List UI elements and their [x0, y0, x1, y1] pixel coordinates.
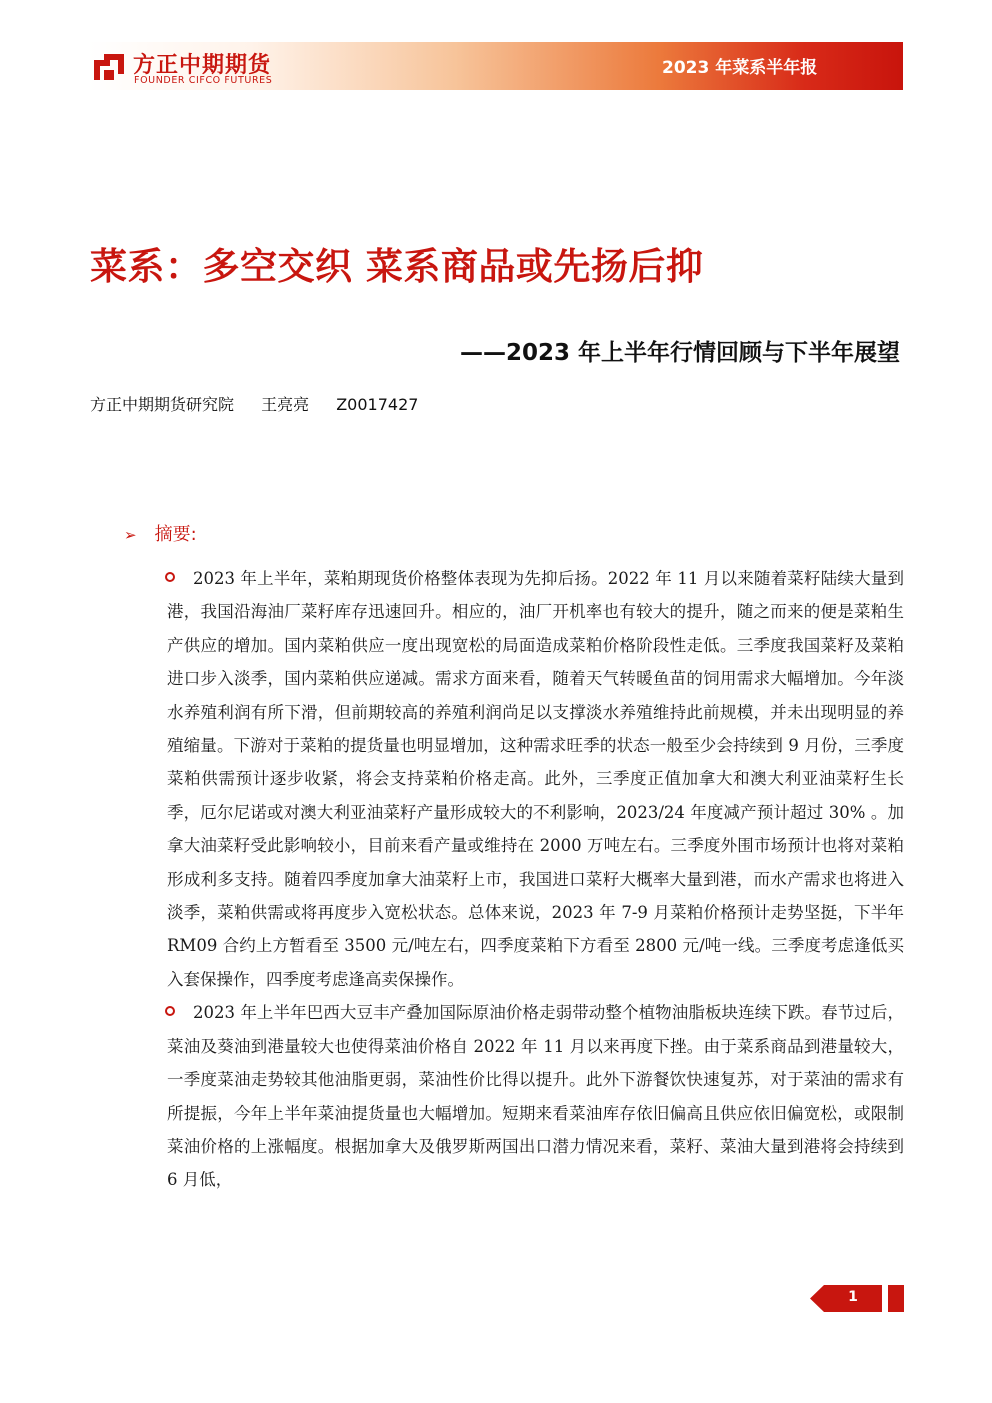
summary-paragraph: [167, 996, 904, 1196]
company-logo: [90, 48, 290, 88]
page-number: 1: [848, 1289, 858, 1305]
license-number: Z0017427: [336, 395, 419, 414]
summary-paragraph-text: 2023 年上半年巴西大豆丰产叠加国际原油价格走弱带动整个植物油脂板块连续下跌。春节过后，菜油及葵油到港量较大也使得菜油价格自 2022 年 11 月以来再度下挫。由于菜系商品到港量较大，一季度菜油走势较其他油脂更弱，菜油性价比得以提升。此外下游餐饮快速复苏，对于菜油的需求有所提振，今年上半年菜油提货量也大幅增加。短期来看菜油库存依旧偏高且供应依旧偏宽松，或限制菜油价格的上涨幅度。根据加拿大及俄罗斯两国出口潜力情况来看，菜籽、菜油大量到港将会持续到 6 月低，: [167, 1003, 904, 1190]
summary-heading: [124, 520, 197, 546]
summary-paragraph: [167, 562, 904, 996]
institute-name: 方正中期期货研究院: [90, 395, 235, 414]
author-name: 王亮亮: [261, 395, 310, 414]
summary-heading-label: 摘要:: [154, 524, 197, 545]
report-tag: 2023 年菜系半年报: [662, 58, 818, 78]
logo-text-en: FOUNDER CIFCO FUTURES: [134, 75, 273, 86]
author-line: [90, 392, 440, 415]
page-title: 菜系：多空交织 菜系商品或先扬后抑: [90, 245, 704, 288]
bullet-circle-icon: [165, 1006, 175, 1016]
arrow-right-icon: ➢: [124, 526, 137, 544]
bullet-circle-icon: [165, 572, 175, 582]
logo-text-cn: 方正中期期货: [133, 53, 272, 78]
summary-body: [167, 562, 904, 1197]
summary-paragraph-text: 2023 年上半年，菜粕期现货价格整体表现为先抑后扬。2022 年 11 月以来随着菜籽陆续大量到港，我国沿海油厂菜籽库存迅速回升。相应的，油厂开机率也有较大的提升，随之而来的便是菜粕生产供应的增加。国内菜粕供应一度出现宽松的局面造成菜粕价格阶段性走低。三季度我国菜籽及菜粕进口步入淡季，国内菜粕供应递减。需求方面来看，随着天气转暖鱼苗的饲用需求大幅增加。今年淡水养殖利润有所下滑，但前期较高的养殖利润尚足以支撑淡水养殖维持此前规模，并未出现明显的养殖缩量。下游对于菜粕的提货量也明显增加，这种需求旺季的状态一般至少会持续到 9 月份，三季度菜粕供需预计逐步收紧，将会支持菜粕价格走高。此外，三季度正值加拿大和澳大利亚油菜籽生长季，厄尔尼诺或对澳大利亚油菜籽产量形成较大的不利影响，2023/24 年度减产预计超过 30% 。加拿大油菜籽受此影响较小，目前来看产量或维持在 2000 万吨左右。三季度外围市场预计也将对菜粕形成利多支持。随着四季度加拿大油菜籽上市，我国进口菜籽大概率大量到港，而水产需求也将进入淡季，菜粕供需或将再度步入宽松状态。总体来说，2023 年 7-9 月菜粕价格预计走势坚挺，下半年 RM09 合约上方暂看至 3500 元/吨左右，四季度菜粕下方看至 2800 元/吨一线。三季度考虑逢低买入套保操作，四季度考虑逢高卖保操作。: [167, 569, 904, 989]
page-subtitle: ——2023 年上半年行情回顾与下半年展望: [459, 340, 900, 366]
logo-mark-icon: [90, 50, 128, 86]
